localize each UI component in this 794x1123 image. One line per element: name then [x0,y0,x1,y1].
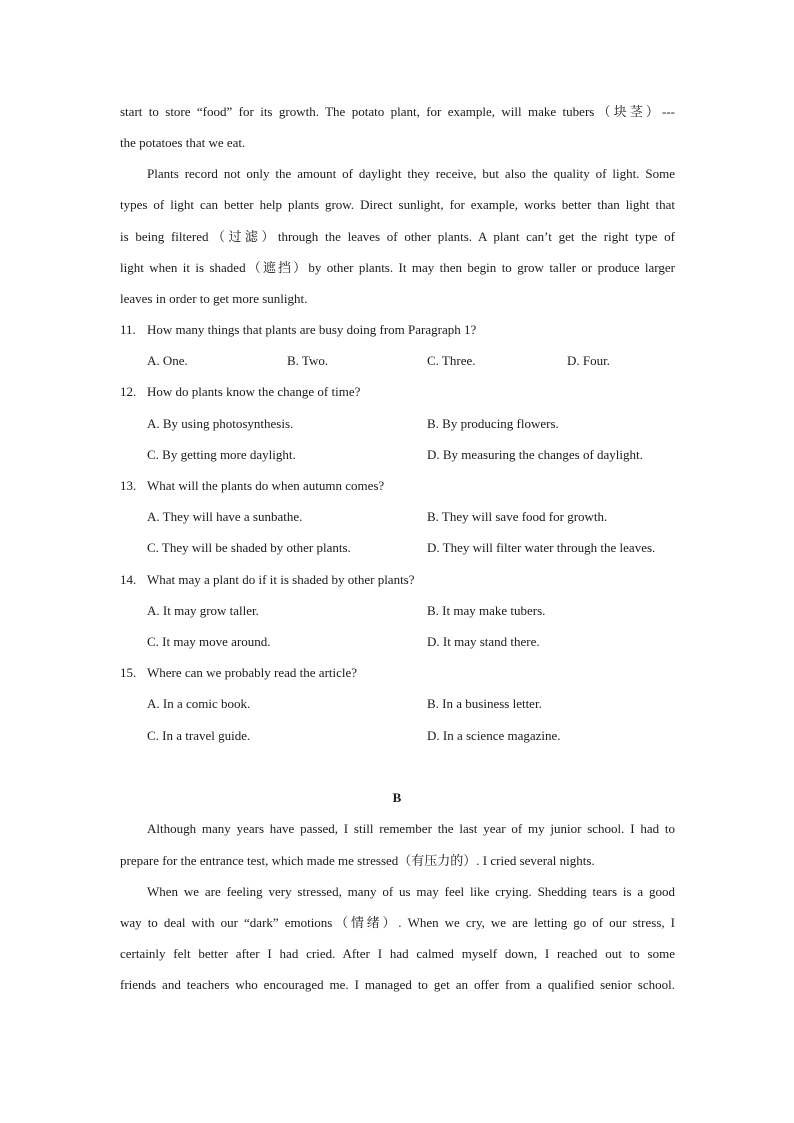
option-d: D. By measuring the changes of daylight. [427,447,643,462]
question-text: How many things that plants are busy doing from Paragraph 1? [147,322,477,337]
question-text: Where can we probably read the article? [147,665,358,680]
passage-a-line: types of light can better help plants grow. Direct sunlight, for example, works better than light that [120,197,675,212]
question-number: 14. [120,572,137,587]
passage-a-line: leaves in order to get more sunlight. [120,291,308,306]
passage-b-line: prepare for the entrance test, which made me stressed（有压力的）. I cried several nights. [120,853,595,868]
option-d: D. They will filter water through the leaves. [427,540,656,555]
option-a: A. In a comic book. [147,696,251,711]
passage-a-line: is being filtered（过滤）through the leaves of other plants. A plant can’t get the right type of [120,229,675,244]
question-text: What will the plants do when autumn comes? [147,478,385,493]
question-text: How do plants know the change of time? [147,384,361,399]
option-d: D. Four. [567,353,610,368]
question-number: 11. [120,322,136,337]
option-a: A. It may grow taller. [147,603,259,618]
option-d: D. In a science magazine. [427,728,561,743]
passage-a-line: the potatoes that we eat. [120,135,246,150]
passage-b-line: certainly felt better after I had cried. After I had calmed myself down, I reached out to some [120,946,675,961]
passage-b-line: When we are feeling very stressed, many of us may feel like crying. Shedding tears is a good [147,884,675,899]
question-number: 15. [120,665,137,680]
option-d: D. It may stand there. [427,634,540,649]
option-c: C. Three. [427,353,476,368]
passage-a-line: start to store “food” for its growth. The potato plant, for example, will make tubers（块茎）--- [120,104,675,119]
question-number: 13. [120,478,137,493]
section-heading: B [392,790,402,805]
passage-b-line: Although many years have passed, I still remember the last year of my junior school. I had to [147,821,675,836]
option-c: C. By getting more daylight. [147,447,296,462]
option-b: B. By producing flowers. [427,416,559,431]
option-a: A. One. [147,353,188,368]
option-b: B. They will save food for growth. [427,509,608,524]
passage-a-line: Plants record not only the amount of daylight they receive, but also the quality of light. Some [147,166,675,181]
option-c: C. It may move around. [147,634,271,649]
option-b: B. Two. [287,353,329,368]
passage-b-line: friends and teachers who encouraged me. I managed to get an offer from a qualified senior school. [120,977,675,992]
option-c: C. In a travel guide. [147,728,251,743]
question-number: 12. [120,384,137,399]
passage-b-line: way to deal with our “dark” emotions（情绪）. When we cry, we are letting go of our stress, I [120,915,675,930]
question-text: What may a plant do if it is shaded by other plants? [147,572,415,587]
option-b: B. It may make tubers. [427,603,546,618]
option-a: A. By using photosynthesis. [147,416,294,431]
passage-a-line: light when it is shaded（遮挡）by other plants. It may then begin to grow taller or produce larger [120,260,675,275]
option-a: A. They will have a sunbathe. [147,509,303,524]
option-c: C. They will be shaded by other plants. [147,540,351,555]
option-b: B. In a business letter. [427,696,542,711]
